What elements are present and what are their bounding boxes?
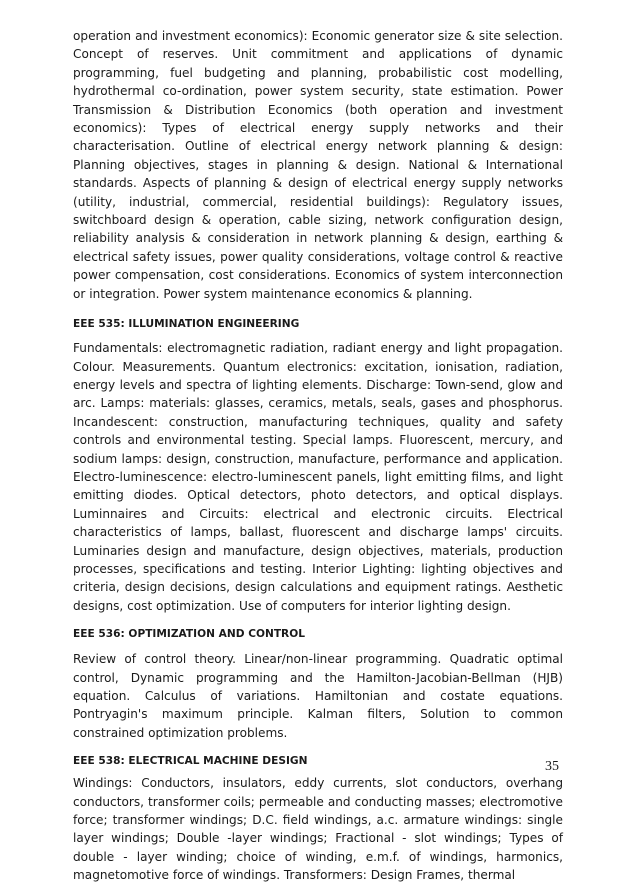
document-page	[73, 27, 563, 885]
intro-paragraph: operation and investment economics): Economic generator size & site selection. Concept of reserves. Unit commitment and applications of dynamic programming, fuel budgeting and planning, probabilistic cost modelling, hydrothermal co-ordination, power system security, state estimation. Power Transmission & Distribution Economics (both operation and investment economics): Types of electrical energy supply networks and their characterisation. Outline of electrical energy network planning & design: Planning objectives, stages in planning & design. National & International standards. Aspects of planning & design of electrical energy supply networks (utility, industrial, commercial, residential buildings): Regulatory issues, switchboard design & operation, cable sizing, network configuration design, reliability analysis & consideration in network planning & design, earthing & electrical safety issues, power quality considerations, voltage control & reactive power compensation, cost considerations. Economics of system interconnection or integration. Power system maintenance economics & planning.	[73, 29, 563, 301]
section-heading-eee535: EEE 535: ILLUMINATION ENGINEERING	[73, 318, 300, 331]
page-number: 35	[545, 759, 559, 774]
section-body-eee538: Windings: Conductors, insulators, eddy currents, slot conductors, overhang conductors, transformer coils; permeable and conducting masses; electromotive force; transformer windings; D.C. field windings, a.c. armature windings: single layer windings; Double -layer windings; Fractional - slot windings; Types of double - layer winding; choice of winding, e.m.f. of windings, harmonics, magnetomotive force of windings. Transformers: Design Frames, thermal	[73, 776, 563, 883]
section-body-eee536: Review of control theory. Linear/non-linear programming. Quadratic optimal control, Dynamic programming and the Hamilton-Jacobian-Bellman (HJB) equation. Calculus of variations. Hamiltonian and costate equations. Pontryagin's maximum principle. Kalman filters, Solution to common constrained optimization problems.	[73, 652, 563, 740]
section-heading-eee538: EEE 538: ELECTRICAL MACHINE DESIGN	[73, 755, 308, 768]
section-heading-eee536: EEE 536: OPTIMIZATION AND CONTROL	[73, 628, 305, 641]
section-body-eee535: Fundamentals: electromagnetic radiation, radiant energy and light propagation. Colour. Measurements. Quantum electronics: excitation, ionisation, radiation, energy levels and spectra of lighting elements. Discharge: Town-send, glow and arc. Lamps: materials: glasses, ceramics, metals, seals, gases and phosphorus. Incandescent: construction, manufacturing techniques, quality and safety controls and environmental testing. Special lamps. Fluorescent, mercury, and sodium lamps: design, construction, manufacture, performance and application. Electro-luminescence: electro-luminescent panels, light emitting films, and light emitting diodes. Optical detectors, photo detectors, and optical displays. Luminnaires and Circuits: electrical and electronic circuits. Electrical characteristics of lamps, ballast, fluorescent and discharge lamps' circuits. Luminaries design and manufacture, design objectives, materials, production processes, specifications and testing. Interior Lighting: lighting objectives and criteria, design decisions, design calculations and equipment ratings. Aesthetic designs, cost optimization. Use of computers for interior lighting design.	[73, 341, 563, 613]
